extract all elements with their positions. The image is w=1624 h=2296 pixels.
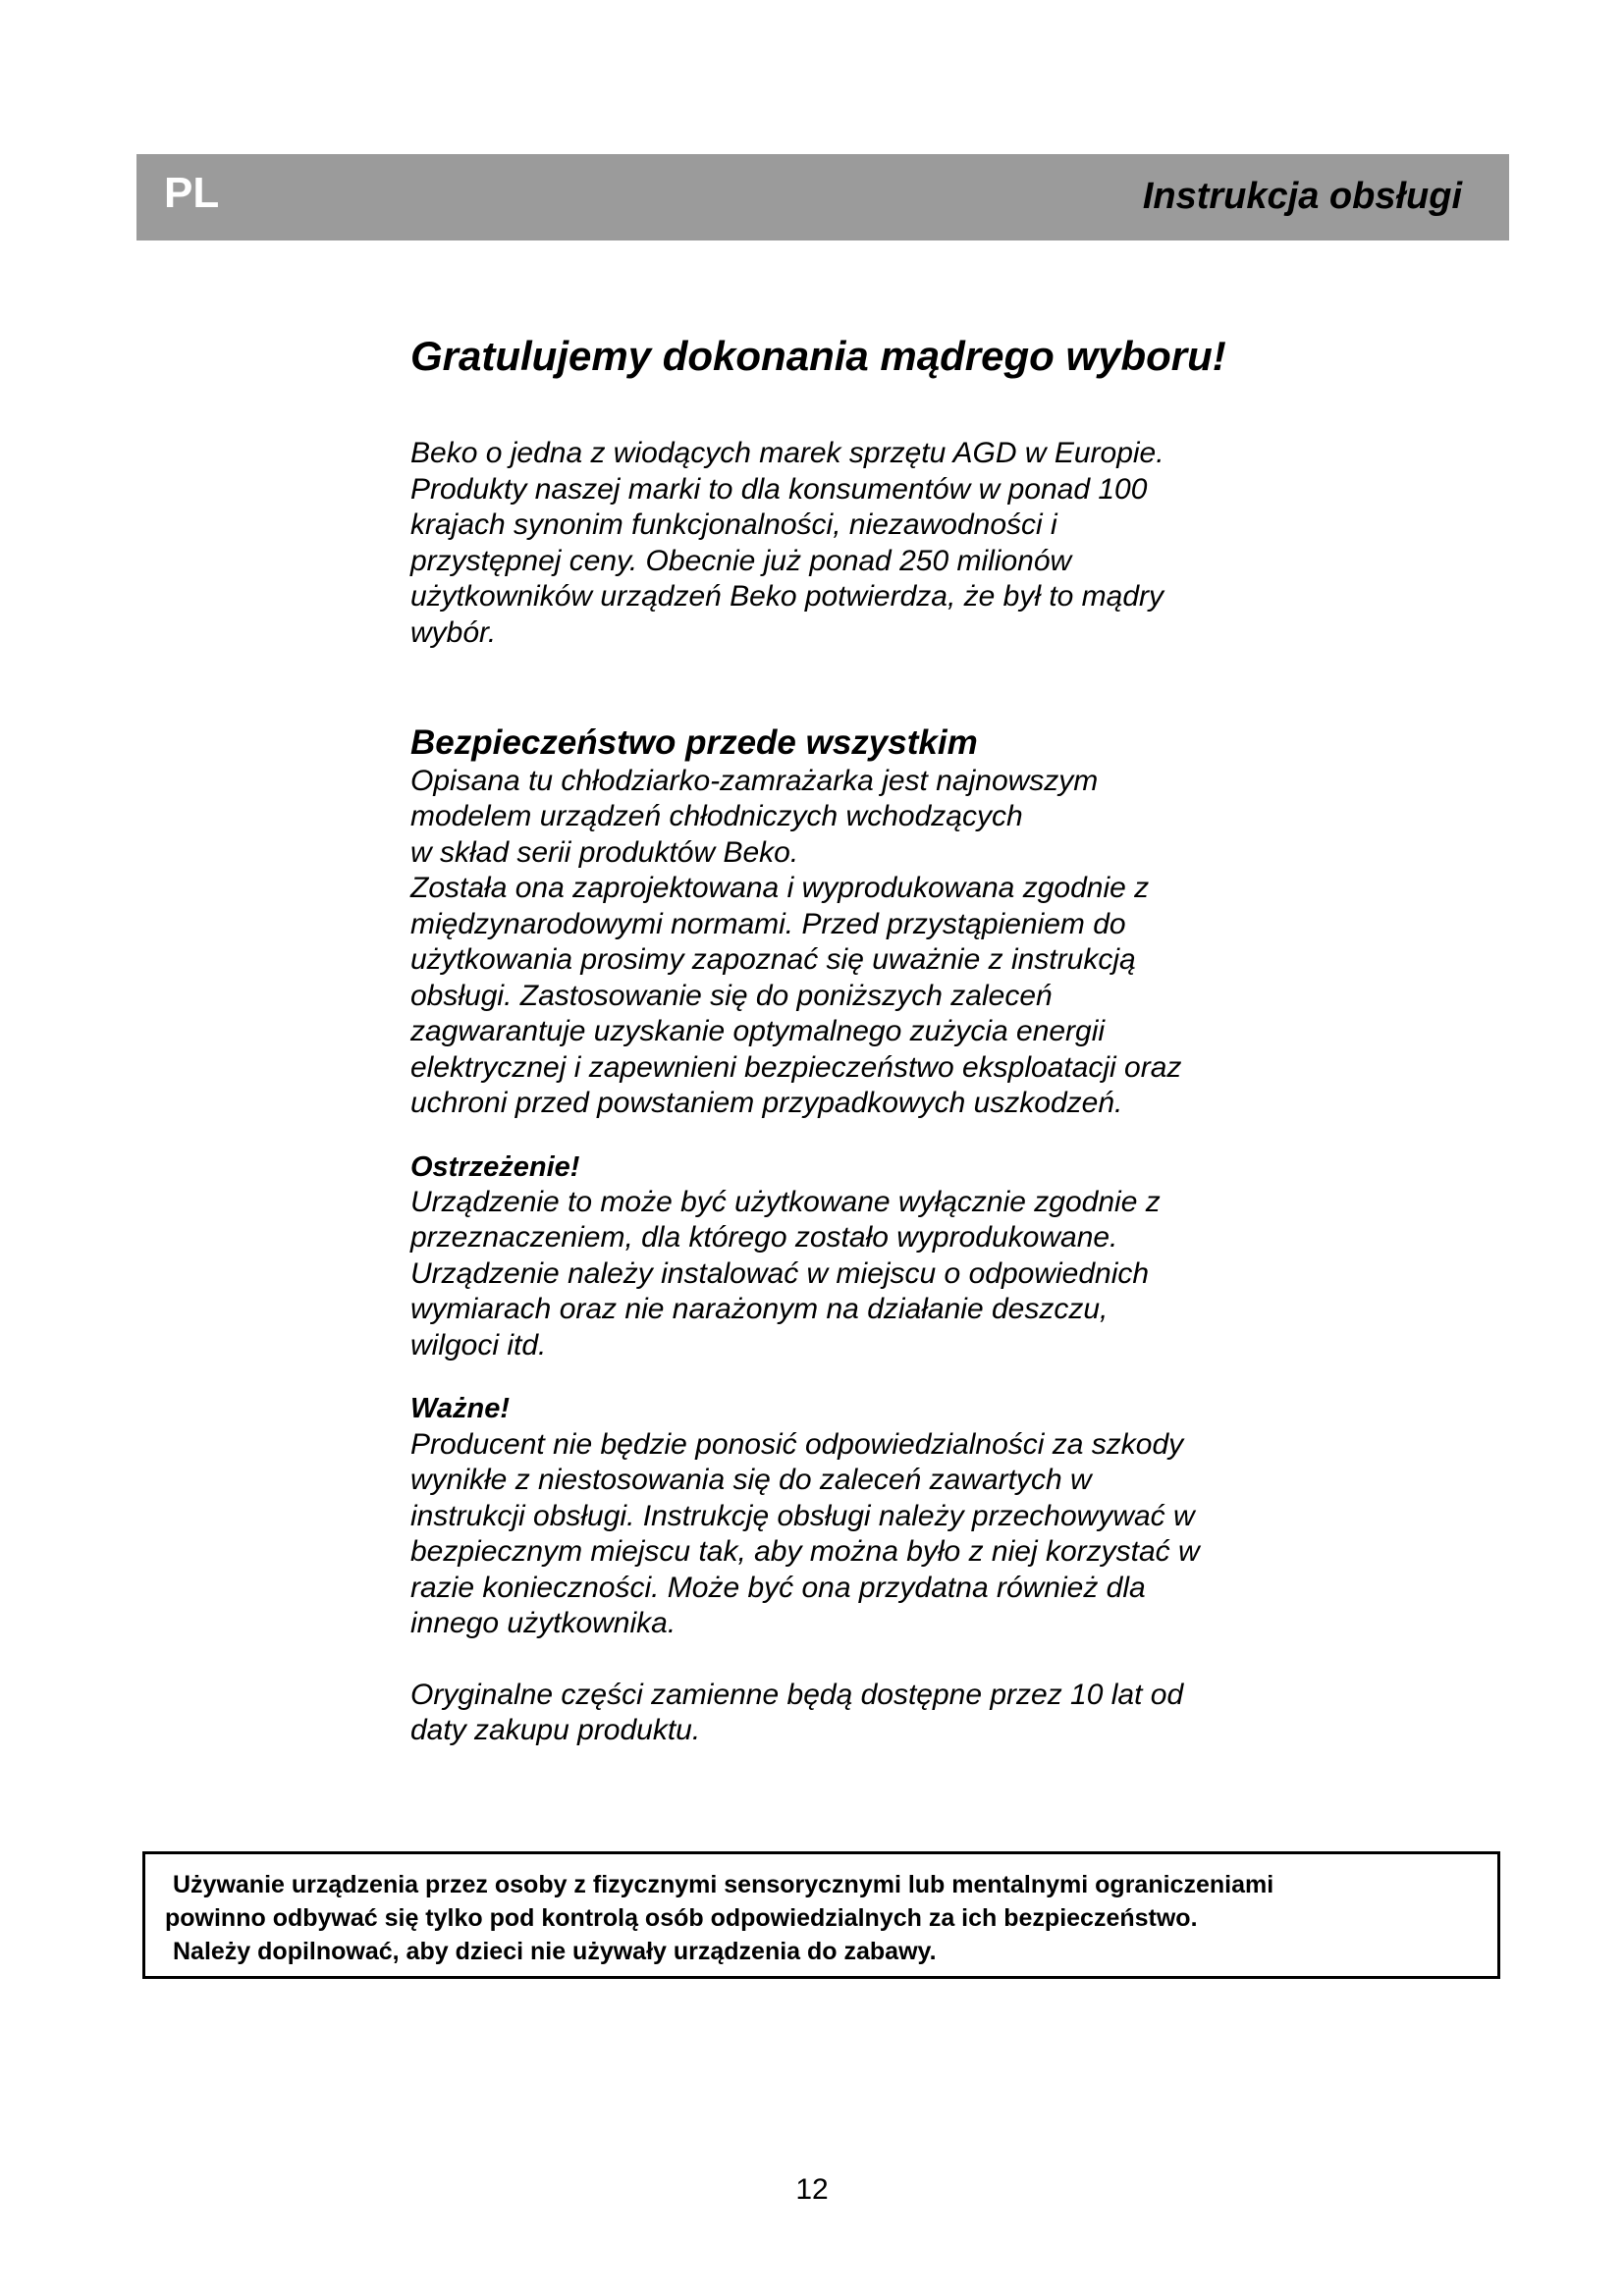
page-number: 12 bbox=[795, 2173, 829, 2206]
spare-parts-paragraph: Oryginalne części zamienne będą dostępne przez 10 lat od daty zakupu produktu. bbox=[410, 1678, 1184, 1747]
notice-line-2: powinno odbywać się tylko pod kontrolą osób odpowiedzialnych za ich bezpieczeństwo. bbox=[165, 1904, 1198, 1932]
main-content bbox=[410, 332, 1274, 1749]
warning-heading: Ostrzeżenie! bbox=[410, 1150, 580, 1183]
header-title: Instrukcja obsługi bbox=[1142, 176, 1462, 217]
safety-notice-box bbox=[142, 1851, 1500, 1979]
important-paragraph: Producent nie będzie ponosić odpowiedzialności za szkody wynikłe z niestosowania się do zaleceń zawartych w instrukcji obsługi. Instrukcję obsługi należy przechowywać w bezpiecznym miejscu tak, aby można było z niej korzystać w razie konieczności. Może być ona przydatna również dla innego użytkownika. bbox=[410, 1427, 1200, 1640]
notice-line-3: Należy dopilnować, aby dzieci nie używały urządzenia do zabawy. bbox=[173, 1938, 937, 1965]
intro-paragraph: Beko o jedna z wiodących marek sprzętu AGD w Europie. Produkty naszej marki to dla konsumentów w ponad 100 krajach synonim funkcjonalności, niezawodności i przystępnej ceny. Obecnie już ponad 250 milionów użytkowników urządzeń Beko potwierdza, że był to mądry wybór. bbox=[410, 437, 1164, 649]
important-heading: Ważne! bbox=[410, 1393, 510, 1425]
safety-title: Bezpieczeństwo przede wszystkim bbox=[410, 723, 978, 763]
safety-paragraph: Opisana tu chłodziarko-zamrażarka jest najnowszym modelem urządzeń chłodniczych wchodzących w skład serii produktów Beko. Została ona zaprojektowana i wyprodukowana zgodnie z międzynarodowymi normami. Przed przystąpieniem do użytkowania prosimy zapoznać się uważnie z instrukcją obsługi. Zastosowanie się do poniższych zaleceń zagwarantuje uzyskanie optymalnego zużycia energii elektrycznej i zapewnieni bezpieczeństwo eksploatacji oraz uchroni przed powstaniem przypadkowych uszkodzeń. bbox=[410, 764, 1182, 1120]
intro-title: Gratulujemy dokonania mądrego wyboru! bbox=[410, 333, 1226, 379]
header-bar bbox=[136, 154, 1509, 240]
language-code: PL bbox=[164, 169, 220, 217]
notice-line-1: Używanie urządzenia przez osoby z fizycznymi sensorycznymi lub mentalnymi ograniczeniami bbox=[173, 1871, 1274, 1898]
warning-paragraph: Urządzenie to może być użytkowane wyłącznie zgodnie z przeznaczeniem, dla którego zostało wyprodukowane. Urządzenie należy instalować w miejscu o odpowiednich wymiarach oraz nie narażonym na działanie deszczu, wilgoci itd. bbox=[410, 1185, 1161, 1362]
